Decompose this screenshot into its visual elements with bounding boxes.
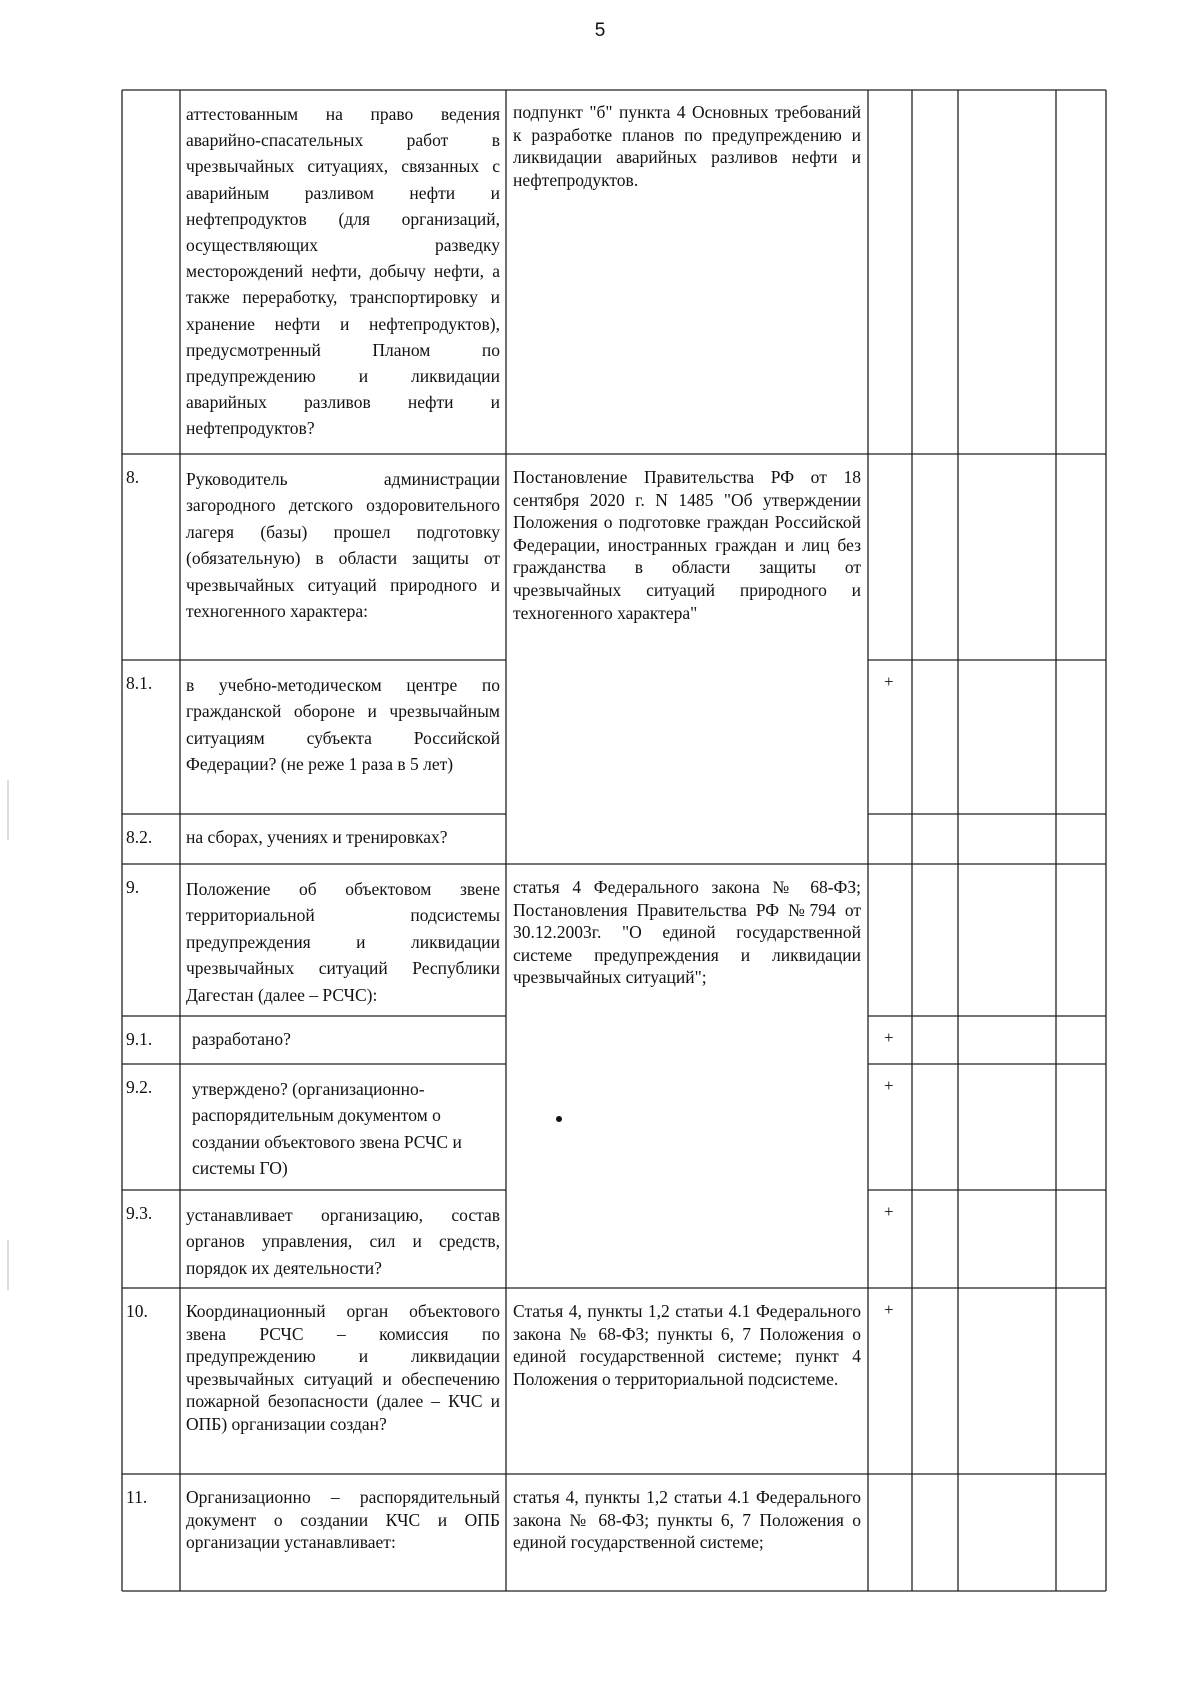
row-number: 8.1. [126,673,153,693]
mark-plus: + [884,672,894,691]
row-reference: Постановление Правительства РФ от 18 сентября 2020 г. N 1485 "Об утверждении Положения о подготовке граждан Российской Федерации, иностранных граждан и лиц без гражданства в области защиты от чрезвычайных ситуаций природного и техногенного характера" [513,467,861,623]
row-number: 9. [126,877,140,897]
row-number: 9.2. [126,1077,153,1097]
row-number: 8. [126,467,140,487]
row-question: в учебно-методическом центре по гражданской обороне и чрезвычайным ситуациям субъекта Российской Федерации? (не реже 1 раза в 5 лет) [186,675,500,775]
mark-plus: + [884,1300,894,1319]
row-question: утверждено? (организационно-распорядительным документом о создании объектового звена РСЧС и системы ГО) [192,1079,462,1179]
row-question: на сборах, учениях и тренировках? [186,827,448,847]
row-reference: статья 4, пункты 1,2 статьи 4.1 Федерального закона № 68-ФЗ; пункты 6, 7 Положения о единой государственной системе; [513,1487,861,1553]
row-number: 11. [126,1487,148,1507]
row-question: аттестованным на право ведения аварийно-спасательных работ в чрезвычайных ситуациях, связанных с аварийным разливом нефти и нефтепродуктов (для организаций, осуществляющих разведку месторождений нефти, добычу нефти, а также переработку, транспортировку и хранение нефти и нефтепродуктов), предусмотренный Планом по предупреждению и ликвидации аварийных разливов нефти и нефтепродуктов? [186,104,500,439]
row-reference: Статья 4, пункты 1,2 статьи 4.1 Федерального закона № 68-ФЗ; пункты 6, 7 Положения о единой государственной системе; пункт 4 Положения о территориальной подсистеме. [513,1301,861,1389]
row-question: Координационный орган объектового звена РСЧС – комиссия по предупреждению и ликвидации чрезвычайных ситуаций и обеспечению пожарной безопасности (далее – КЧС и ОПБ) организации создан? [186,1301,500,1434]
row-question: Руководитель администрации загородного детского оздоровительного лагеря (базы) прошел подготовку (обязательную) в области защиты от чрезвычайных ситуаций природного и техногенного характера: [186,469,500,622]
row-number: 8.2. [126,827,153,847]
row-question: разработано? [192,1029,291,1049]
row-question: Положение об объектовом звене территориальной подсистемы предупреждения и ликвидации чрезвычайных ситуаций Республики Дагестан (далее – РСЧС): [186,879,500,1005]
mark-plus: + [884,1202,894,1221]
row-number: 9.1. [126,1029,153,1049]
scan-dot [556,1116,562,1122]
mark-plus: + [884,1076,894,1095]
row-question: Организационно – распорядительный документ о создании КЧС и ОПБ организации устанавливает: [186,1487,500,1553]
row-number: 10. [126,1301,148,1321]
row-reference: подпункт "б" пункта 4 Основных требований к разработке планов по предупреждению и ликвидации аварийных разливов нефти и нефтепродуктов. [513,102,861,190]
mark-plus: + [884,1028,894,1047]
row-reference: статья 4 Федерального закона № 68-ФЗ; Постановления Правительства РФ №794 от 30.12.2003г. "О единой государственной системе предупреждения и ликвидации чрезвычайных ситуаций"; [513,877,861,988]
row-question: устанавливает организацию, состав органов управления, сил и средств, порядок их деятельности? [186,1205,500,1278]
page-number: 5 [594,20,606,41]
row-number: 9.3. [126,1203,153,1223]
